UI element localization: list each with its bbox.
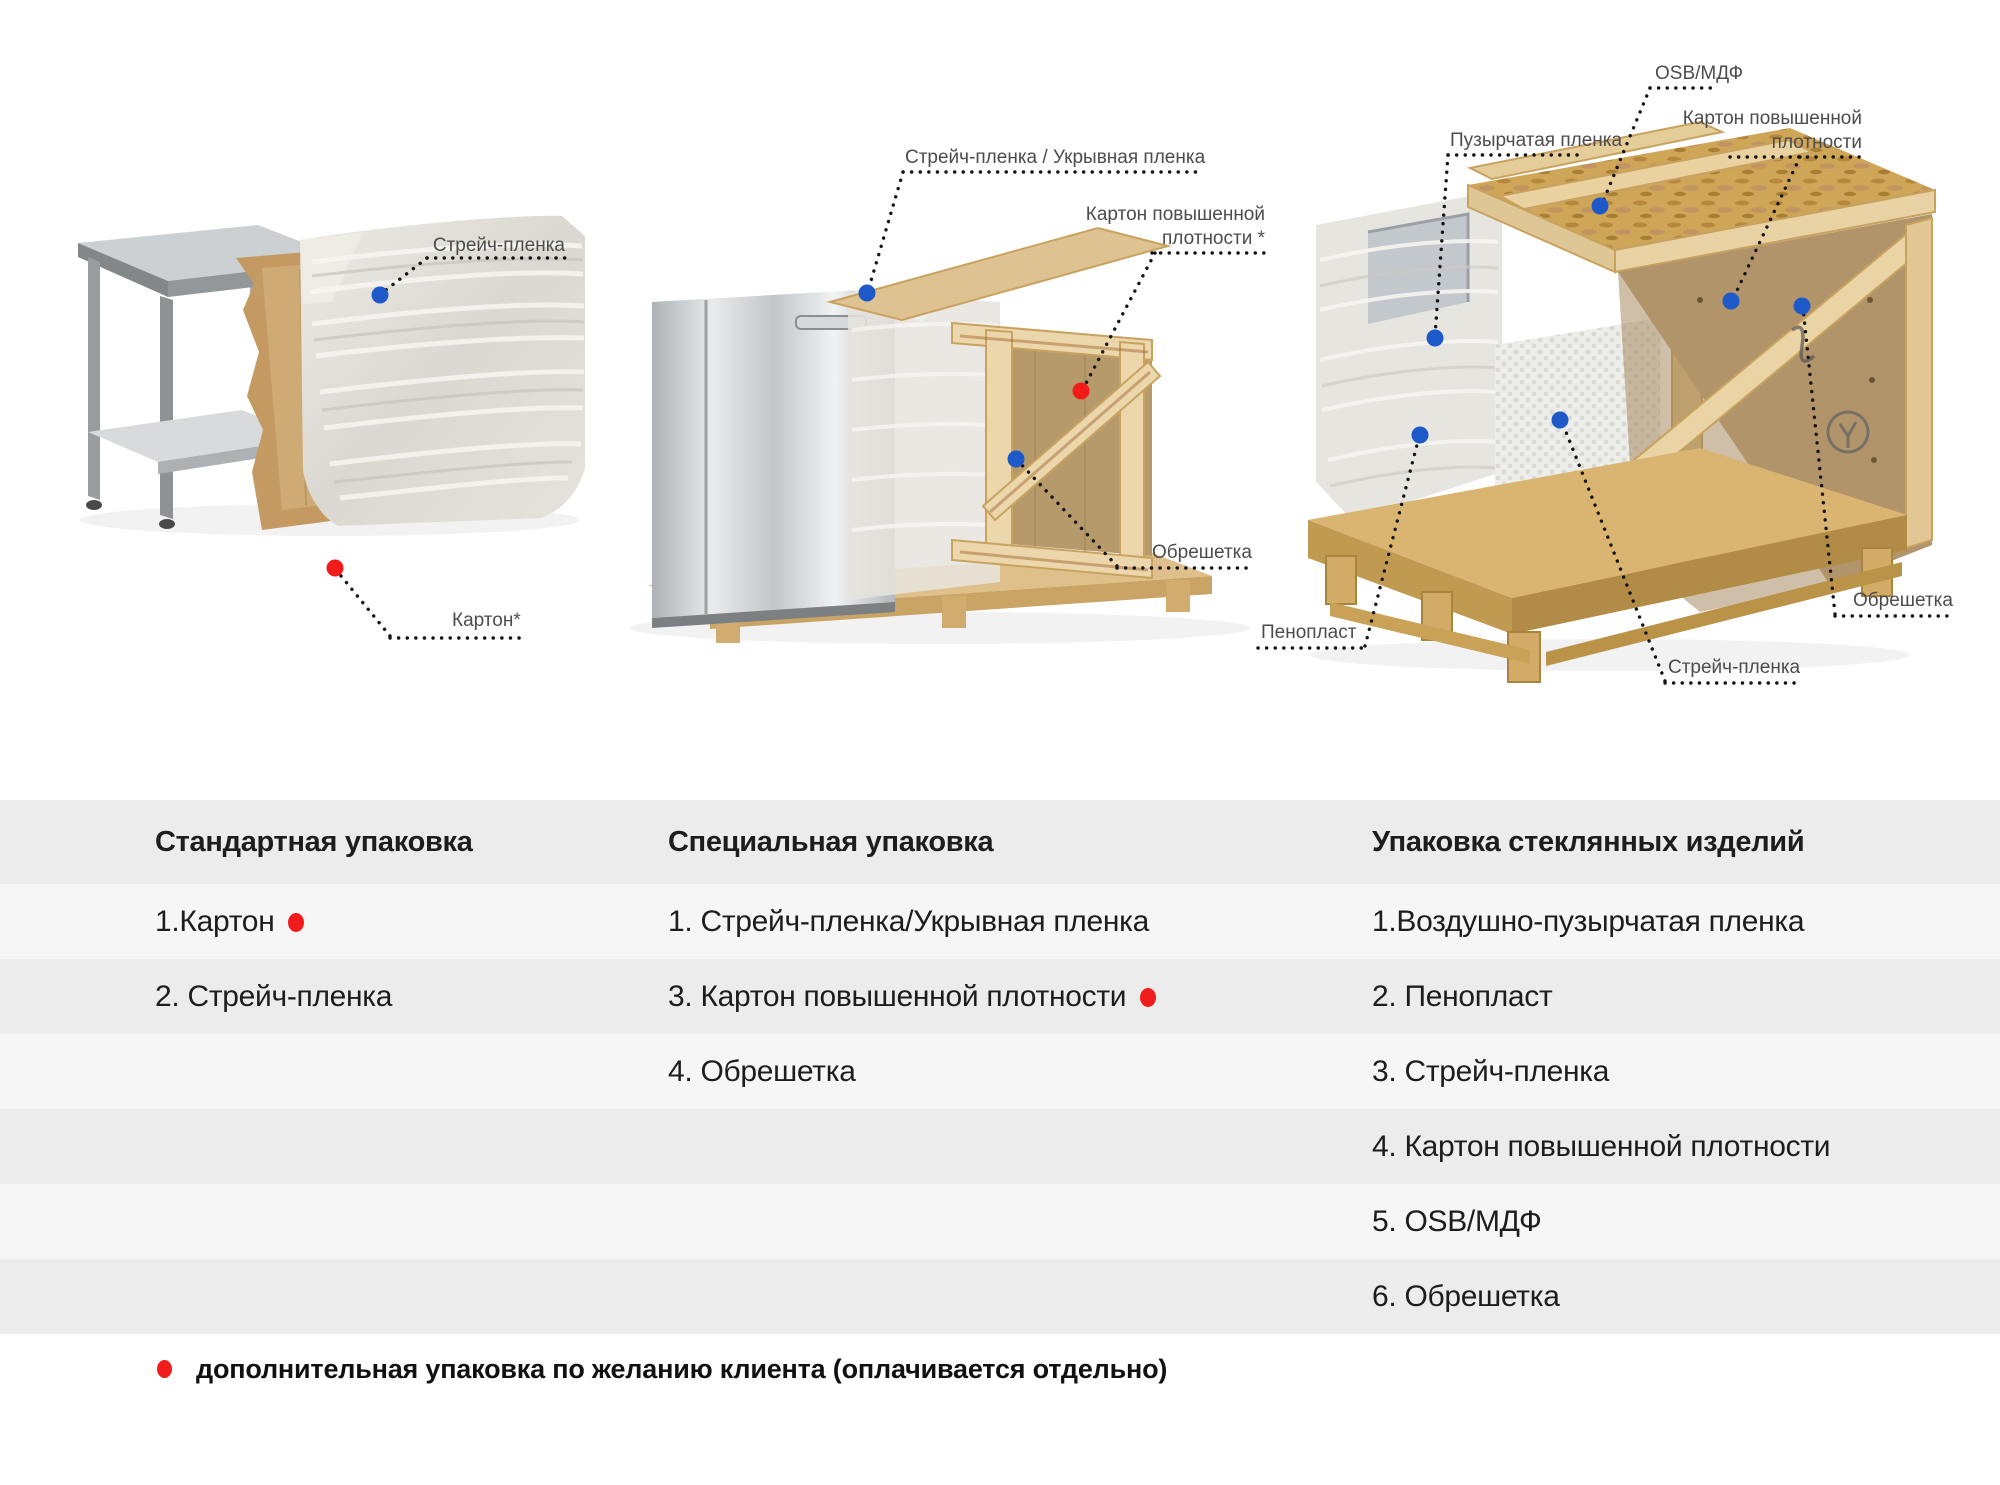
marker-dot-blue	[1412, 427, 1429, 444]
table-row	[0, 1034, 2000, 1109]
label-glass-bubble: Пузырчатая пленка	[1450, 130, 1623, 151]
marker-dot-blue	[1592, 198, 1609, 215]
marker-dot-blue	[1552, 412, 1569, 429]
list-item	[155, 959, 392, 1034]
label-standard-stretch: Стрейч-пленка	[432, 235, 565, 256]
list-item	[1372, 884, 1804, 959]
footnote-marker-dot	[157, 1360, 172, 1378]
table-row	[0, 1109, 2000, 1184]
label-standard-carton: Картон*	[452, 610, 521, 631]
item-text: 1.Картон	[155, 904, 275, 938]
item-text: 6. Обрешетка	[1372, 1279, 1560, 1313]
list-item	[668, 959, 1156, 1034]
footnote	[0, 1334, 2000, 1404]
column-header-special: Специальная упаковка	[668, 825, 994, 858]
table-header-row	[0, 800, 2000, 884]
table-row	[0, 1184, 2000, 1259]
item-text: 3. Картон повышенной плотности	[668, 979, 1127, 1013]
label-special-dense-carton-line1: Картон повышенной	[1085, 204, 1265, 225]
item-text: 2. Пенопласт	[1372, 979, 1553, 1013]
footnote-text: дополнительная упаковка по желанию клиента (оплачивается отдельно)	[196, 1353, 1168, 1384]
item-text: 1.Воздушно-пузырчатая пленка	[1372, 904, 1805, 938]
list-item	[1372, 1109, 1830, 1184]
marker-dot-blue	[1008, 451, 1025, 468]
item-text: 2. Стрейч-пленка	[155, 979, 393, 1013]
marker-dot-blue	[1723, 293, 1740, 310]
list-item	[668, 884, 1149, 959]
item-text: 4. Обрешетка	[668, 1054, 856, 1088]
label-special-stretch-cover: Стрейч-пленка / Укрывная пленка	[905, 147, 1206, 168]
label-glass-osb: OSB/МДФ	[1655, 63, 1744, 84]
optional-marker-dot	[288, 913, 304, 932]
label-glass-crate: Обрешетка	[1853, 590, 1953, 611]
item-text: 4. Картон повышенной плотности	[1372, 1129, 1831, 1163]
list-item	[668, 1034, 856, 1109]
list-item	[1372, 1259, 1560, 1334]
label-glass-foam: Пенопласт	[1261, 622, 1357, 643]
list-item	[155, 884, 304, 959]
optional-marker-dot	[1140, 988, 1156, 1007]
label-glass-stretch: Стрейч-пленка	[1668, 657, 1801, 678]
column-header-standard: Стандартная упаковка	[155, 825, 473, 858]
column-header-glass: Упаковка стеклянных изделий	[1372, 825, 1805, 858]
table-row	[0, 1259, 2000, 1334]
item-text: 3. Стрейч-пленка	[1372, 1054, 1610, 1088]
figure-glass-packaging	[1308, 122, 1935, 682]
marker-dot-red	[327, 560, 344, 577]
label-glass-dense-carton-line1: Картон повышенной	[1682, 108, 1862, 129]
marker-dot-blue	[1794, 298, 1811, 315]
marker-dot-blue	[372, 287, 389, 304]
list-item	[1372, 1034, 1609, 1109]
figure-standard-packaging	[78, 216, 585, 536]
list-item	[1372, 1184, 1542, 1259]
label-special-dense-carton-line2: плотности *	[1162, 228, 1265, 249]
item-text: 5. OSB/МДФ	[1372, 1204, 1542, 1238]
table-row	[0, 959, 2000, 1034]
figure-special-packaging	[630, 228, 1250, 644]
label-special-crate: Обрешетка	[1152, 542, 1252, 563]
list-item	[1372, 959, 1552, 1034]
marker-dot-red	[1073, 383, 1090, 400]
table-row	[0, 884, 2000, 959]
item-text: 1. Стрейч-пленка/Укрывная пленка	[668, 904, 1150, 938]
label-glass-dense-carton-line2: плотности	[1771, 132, 1862, 153]
marker-dot-blue	[1427, 330, 1444, 347]
marker-dot-blue	[859, 285, 876, 302]
packaging-table	[0, 800, 2000, 1334]
